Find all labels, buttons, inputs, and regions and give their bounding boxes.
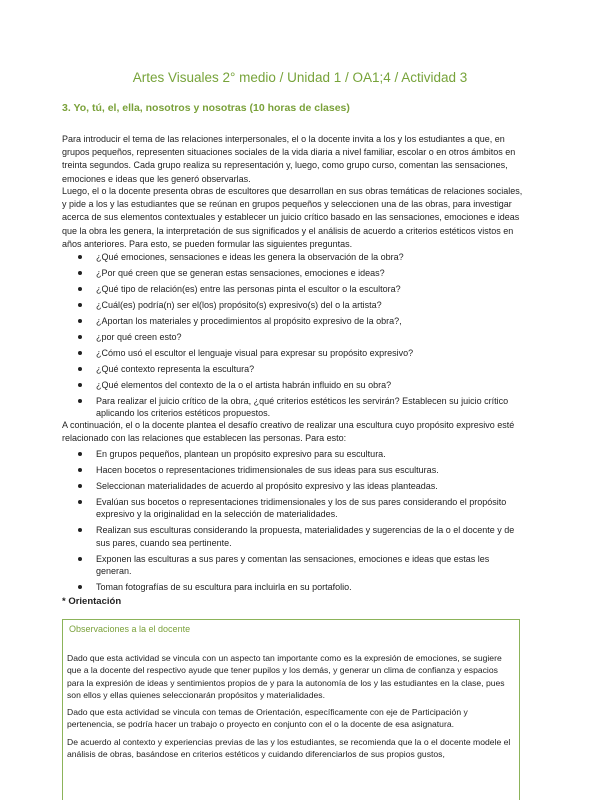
question-list [62, 251, 524, 420]
list-item [62, 299, 524, 311]
section-heading: 3. Yo, tú, el, ella, nosotros y nosotras (10 horas de clases) [62, 102, 350, 114]
bullet-icon [78, 319, 82, 323]
list-item [62, 267, 524, 279]
list-item [62, 363, 524, 375]
teacher-notes-box [62, 619, 520, 800]
bullet-icon [78, 399, 82, 403]
list-item [62, 496, 524, 521]
bullet-icon [78, 303, 82, 307]
list-item [62, 524, 524, 549]
teacher-note-paragraph: Dado que esta actividad se vincula con temas de Orientación, específicamente con eje de Participación y pertenencia, se podría hacer un trabajo o proyecto en conjunto con el o la docente de esa asignatura. [67, 707, 468, 730]
bullet-icon [78, 500, 82, 504]
orientation-label: * Orientación [62, 596, 122, 607]
list-item [62, 464, 524, 476]
bullet-icon [78, 452, 82, 456]
list-item-text: Realizan sus esculturas considerando la propuesta, materialidades y sugerencias de la o el docente y de sus pares, cuando sea pertinente. [96, 525, 515, 548]
presentation-paragraph: Luego, el o la docente presenta obras de escultores que desarrollan en sus obras temáticas de relaciones sociales, y pide a los y las estudiantes que se reúnan en grupos pequeños y seleccionen una de las obras, para investigar acerca de sus elementos contextuales y establecer un juicio crítico basado en las sensaciones, emociones e ideas que la obra les genera, la interpretación de sus significados y el análisis de acuerdo a criterios estéticos vistos en años anteriores. Para esto, se pueden formular las siguientes preguntas. [62, 186, 523, 249]
list-item [62, 553, 524, 578]
bullet-icon [78, 351, 82, 355]
intro-paragraph: Para introducir el tema de las relaciones interpersonales, el o la docente invita a los y los estudiantes a que, en grupos pequeños, representen situaciones sociales de la vida diaria a nivel familiar, escolar o en otros ámbitos en treinta segundos. Cada grupo realiza su representación y, luego, como grupo curso, comentan las sensaciones, emociones e ideas que les generó observarlas. [62, 134, 516, 184]
bullet-icon [78, 557, 82, 561]
list-item-text: Toman fotografías de su escultura para incluirla en su portafolio. [96, 582, 352, 593]
list-item [62, 331, 524, 343]
list-item-text: ¿Qué contexto representa la escultura? [96, 364, 255, 374]
teacher-note-paragraph: De acuerdo al contexto y experiencias previas de las y los estudiantes, se recomienda que la o el docente modele el análisis de obras, basándose en criterios estéticos y cuidando diferenciarlos de sus propios gustos, [67, 737, 511, 760]
list-item-text: ¿Qué elementos del contexto de la o el artista habrán influido en su obra? [96, 380, 392, 390]
list-item [62, 251, 524, 263]
list-item-text: En grupos pequeños, plantean un propósito expresivo para su escultura. [96, 449, 386, 459]
list-item-text: ¿Por qué creen que se generan estas sensaciones, emociones e ideas? [96, 268, 385, 278]
bullet-icon [78, 484, 82, 488]
bullet-icon [78, 468, 82, 472]
list-item [62, 315, 524, 327]
list-item-text: ¿Qué tipo de relación(es) entre las personas pinta el escultor o la escultora? [96, 284, 401, 294]
teacher-notes-heading: Observaciones a la el docente [69, 624, 191, 634]
list-item-text: Para realizar el juicio crítico de la obra, ¿qué criterios estéticos les servirán? Establecen su juicio crítico aplicando los criterios estéticos propuestos. [96, 396, 509, 419]
list-item-text: ¿Aportan los materiales y procedimientos al propósito expresivo de la obra?, [96, 316, 402, 326]
bullet-icon [78, 383, 82, 387]
bullet-icon [78, 528, 82, 532]
steps-list [62, 448, 524, 594]
list-item-text: Hacen bocetos o representaciones tridimensionales de sus ideas para sus esculturas. [96, 465, 439, 475]
bullet-icon [78, 255, 82, 259]
list-item [62, 480, 524, 492]
list-item-text: ¿Cuál(es) podría(n) ser el(los) propósito(s) expresivo(s) del o la artista? [96, 300, 382, 310]
bullet-icon [78, 367, 82, 371]
list-item-text: ¿Qué emociones, sensaciones e ideas les genera la observación de la obra? [96, 252, 404, 262]
list-item [62, 347, 524, 359]
list-item [62, 283, 524, 295]
document-title: Artes Visuales 2° medio / Unidad 1 / OA1;4 / Actividad 3 [132, 70, 468, 85]
list-item [62, 379, 524, 391]
teacher-note-paragraph: Dado que esta actividad se vincula con un aspecto tan importante como es la expresión de emociones, se sugiere que a la docente del respectivo ayude que tener pupilos y los demás, y generar un clima de confianza y espacios para la expresión de ideas y sentimientos propios de y para la autonomía de los y las estudiantes en la clase, pues son ellos y ellas quienes seleccionarán propósitos y materialidades. [67, 653, 505, 701]
list-item-text: ¿por qué creen esto? [96, 332, 182, 342]
list-item [62, 581, 524, 593]
list-item-text: Exponen las esculturas a sus pares y comentan las sensaciones, emociones e ideas que estas les generan. [96, 553, 490, 577]
challenge-paragraph: A continuación, el o la docente plantea el desafío creativo de realizar una escultura cuyo propósito expresivo esté relacionado con las relaciones que establecen las personas. Para esto: [62, 420, 515, 444]
list-item-text: Seleccionan materialidades de acuerdo al propósito expresivo y las ideas planteadas. [96, 481, 438, 491]
bullet-icon [78, 585, 82, 589]
bullet-icon [78, 287, 82, 291]
list-item-text: ¿Cómo usó el escultor el lenguaje visual para expresar su propósito expresivo? [96, 348, 414, 358]
list-item [62, 448, 524, 460]
bullet-icon [78, 271, 82, 275]
list-item-text: Evalúan sus bocetos o representaciones tridimensionales y los de sus pares considerando el propósito expresivo y la originalidad en la selección de materialidades. [96, 497, 507, 520]
bullet-icon [78, 335, 82, 339]
list-item [62, 395, 524, 420]
